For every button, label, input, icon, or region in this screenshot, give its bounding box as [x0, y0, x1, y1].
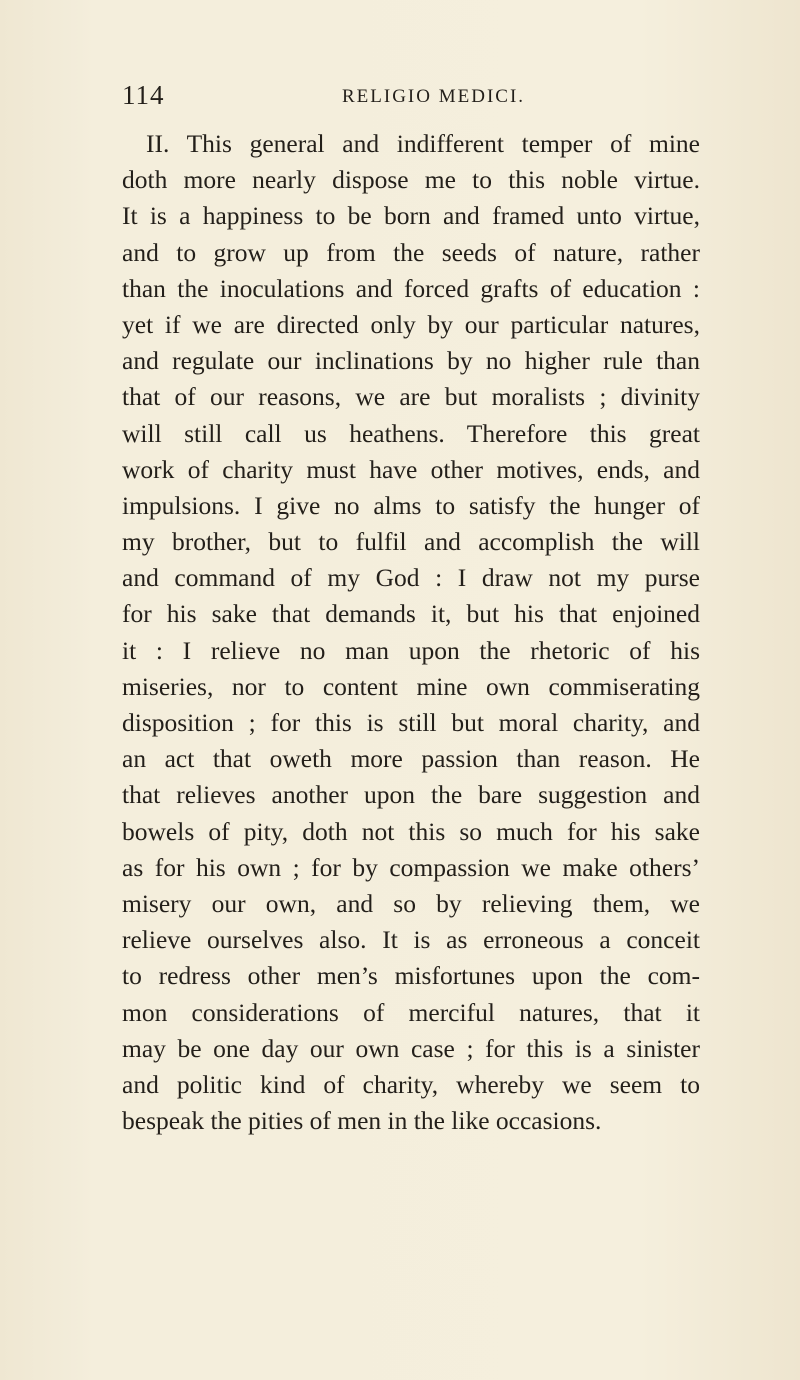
text-line: disposition ; for this is still but moral charity, and	[122, 708, 700, 737]
text-line: and command of my God : I draw not my purse	[122, 563, 700, 593]
text-line: will still call us heathens. Therefore this great	[122, 418, 700, 448]
text-line: for his sake that demands it, but his that enjoined	[122, 599, 700, 629]
text-line: relieve ourselves also. It is as erroneous a conceit	[122, 925, 700, 955]
text-line: as for his own ; for by compassion we make others’	[122, 852, 700, 882]
page-header	[122, 80, 700, 120]
text-line: and regulate our inclinations by no higher rule than	[122, 346, 700, 376]
text-line: and politic kind of charity, whereby we seem to	[122, 1069, 700, 1099]
text-line: bowels of pity, doth not this so much for his sake	[122, 816, 700, 846]
text-line: my brother, but to fulfil and accomplish the will	[122, 527, 700, 557]
text-line: work of charity must have other motives, ends, and	[122, 454, 700, 484]
text-line: doth more nearly dispose me to this noble virtue.	[122, 165, 700, 195]
page-number: 114	[122, 80, 165, 110]
text-line: that relieves another upon the bare suggestion and	[122, 780, 700, 810]
text-line: to redress other men’s misfortunes upon the com-	[122, 961, 700, 991]
text-line: than the inoculations and forced grafts of education :	[122, 273, 700, 303]
text-line: misery our own, and so by relieving them, we	[122, 888, 700, 918]
text-line: and to grow up from the seeds of nature, rather	[122, 237, 700, 267]
text-line: yet if we are directed only by our particular natures,	[122, 309, 700, 339]
text-line: an act that oweth more passion than reason. He	[122, 744, 700, 774]
text-line: impulsions. I give no alms to satisfy the hunger of	[122, 490, 700, 520]
text-line: II. This general and indifferent temper of mine	[146, 129, 700, 158]
body-paragraph	[122, 126, 700, 1139]
text-line: bespeak the pities of men in the like occasions.	[122, 1106, 602, 1136]
text-line: miseries, nor to content mine own commiserating	[122, 671, 700, 701]
text-line: mon considerations of merciful natures, that it	[122, 997, 700, 1027]
text-line: it : I relieve no man upon the rhetoric of his	[122, 635, 700, 665]
running-title: RELIGIO MEDICI.	[342, 86, 526, 107]
text-line: It is a happiness to be born and framed unto virtue,	[122, 201, 700, 231]
text-line: that of our reasons, we are but moralists ; divinity	[122, 382, 700, 412]
text-line: may be one day our own case ; for this is a sinister	[122, 1033, 700, 1063]
